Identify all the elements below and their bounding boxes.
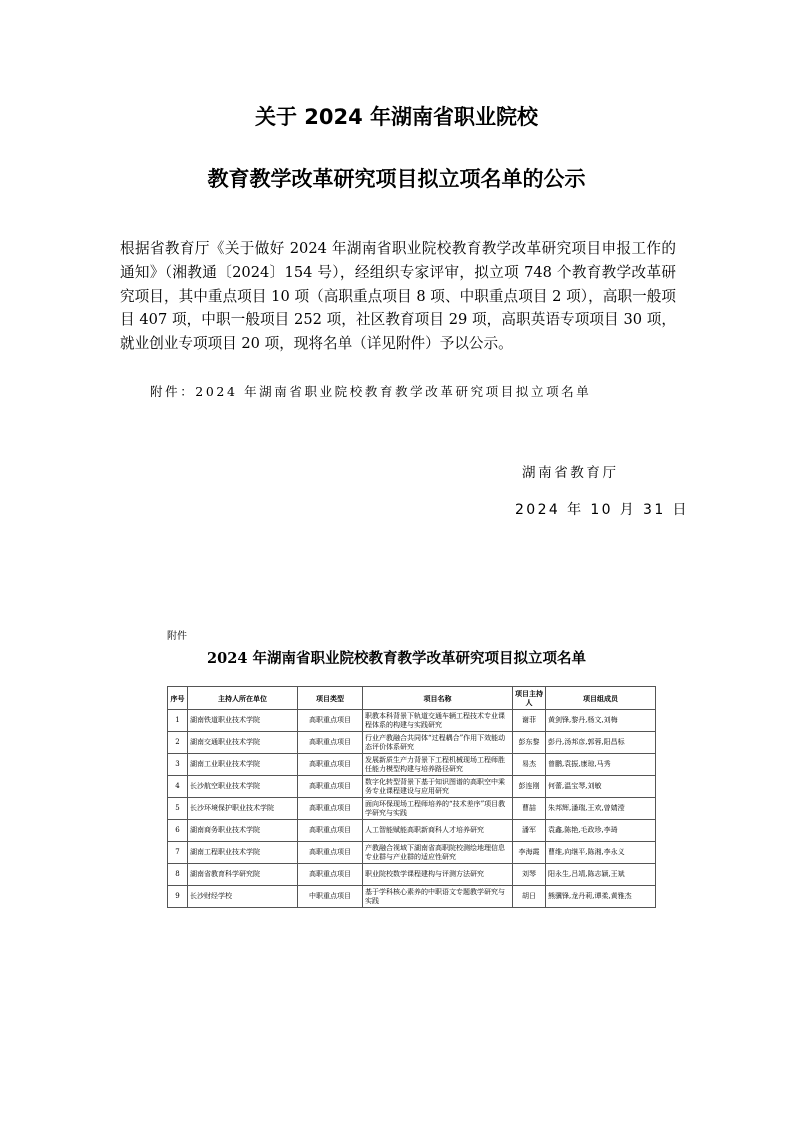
cell-no: 5 xyxy=(168,798,188,820)
cell-type: 高职重点项目 xyxy=(298,820,363,842)
project-table xyxy=(167,686,656,908)
cell-name: 面向环保现场工程师培养的“技术差序”项目教学研究与实践 xyxy=(363,798,513,820)
table-row xyxy=(168,842,656,864)
cell-host: 胡日 xyxy=(513,886,546,908)
cell-host: 潘军 xyxy=(513,820,546,842)
col-header-members: 项目组成员 xyxy=(546,687,656,710)
cell-unit: 湖南商务职业技术学院 xyxy=(188,820,298,842)
cell-host: 彭连刚 xyxy=(513,776,546,798)
cell-type: 高职重点项目 xyxy=(298,776,363,798)
cell-name: 发展新质生产力背景下工程机械现场工程师胜任能力模型构建与培养路径研究 xyxy=(363,754,513,776)
col-header-no: 序号 xyxy=(168,687,188,710)
cell-unit: 湖南工程职业技术学院 xyxy=(188,842,298,864)
cell-type: 高职重点项目 xyxy=(298,798,363,820)
cell-type: 高职重点项目 xyxy=(298,732,363,754)
table-row xyxy=(168,798,656,820)
cell-unit: 长沙财经学校 xyxy=(188,886,298,908)
cell-members: 熊骥锋,龙丹莉,谭柔,黄雅杰 xyxy=(546,886,656,908)
cell-unit: 湖南铁道职业技术学院 xyxy=(188,710,298,732)
issuer: 湖南省教育厅 xyxy=(522,465,619,481)
cell-members: 何蕾,温宝琴,刘敏 xyxy=(546,776,656,798)
cell-members: 朱邦辉,潘瑞,王欢,曾婧滢 xyxy=(546,798,656,820)
cell-host: 刘琴 xyxy=(513,864,546,886)
cell-unit: 湖南工业职业技术学院 xyxy=(188,754,298,776)
cell-name: 产教融合视域下湖南省高职院校测绘地理信息专业群与产业群的适应性研究 xyxy=(363,842,513,864)
cell-no: 2 xyxy=(168,732,188,754)
cell-members: 曹维,向继平,陈湘,李永义 xyxy=(546,842,656,864)
table-row xyxy=(168,864,656,886)
table-row xyxy=(168,776,656,798)
notice-body: 根据省教育厅《关于做好 2024 年湖南省职业院校教育教学改革研究项目申报工作的通知》（湘教通〔2024〕154 号），经组织专家评审，拟立项 748 个教育教学改革研究项目，其中重点项目 10 项（高职重点项目 8 项、中职重点项目 2 项），高职一般项目 407 项，中职一般项目 252 项，社区教育项目 29 项，高职英语专项项目 30 项，就业创业专项项目 20 项，现将名单（详见附件）予以公示。 xyxy=(120,240,676,353)
cell-host: 谢菲 xyxy=(513,710,546,732)
cell-host: 易杰 xyxy=(513,754,546,776)
cell-no: 1 xyxy=(168,710,188,732)
cell-unit: 湖南交通职业技术学院 xyxy=(188,732,298,754)
cell-unit: 长沙航空职业技术学院 xyxy=(188,776,298,798)
col-header-type: 项目类型 xyxy=(298,687,363,710)
issue-date: 2024 年 10 月 31 日 xyxy=(515,502,689,518)
cell-name: 数字化转型背景下基于知识图谱的高职空中乘务专业课程建设与应用研究 xyxy=(363,776,513,798)
cell-name: 行业产教融合共同体“过程耦合”作用下效能动态评价体系研究 xyxy=(363,732,513,754)
cell-members: 曾鹏,袁振,康琼,马秀 xyxy=(546,754,656,776)
notice-title-line-2: 教育教学改革研究项目拟立项名单的公示 xyxy=(207,167,586,191)
cell-no: 9 xyxy=(168,886,188,908)
table-row xyxy=(168,710,656,732)
annex-title: 2024 年湖南省职业院校教育教学改革研究项目拟立项名单 xyxy=(207,650,586,667)
cell-type: 高职重点项目 xyxy=(298,864,363,886)
cell-name: 职教本科背景下轨道交通车辆工程技术专业课程体系的构建与实践研究 xyxy=(363,710,513,732)
cell-members: 黄剑锋,黎丹,杨文,刘梅 xyxy=(546,710,656,732)
cell-members: 袁鑫,陈艳,毛政珍,李琦 xyxy=(546,820,656,842)
cell-members: 彭丹,汤邦彦,郭蓉,阳昌标 xyxy=(546,732,656,754)
cell-no: 8 xyxy=(168,864,188,886)
col-header-host: 项目主持人 xyxy=(513,687,546,710)
notice-title-line-1: 关于 2024 年湖南省职业院校 xyxy=(254,105,539,129)
table-row xyxy=(168,820,656,842)
cell-unit: 长沙环境保护职业技术学院 xyxy=(188,798,298,820)
table-row xyxy=(168,732,656,754)
cell-host: 李海霞 xyxy=(513,842,546,864)
table-header-row xyxy=(168,687,656,710)
cell-no: 6 xyxy=(168,820,188,842)
cell-no: 4 xyxy=(168,776,188,798)
cell-host: 彭东黎 xyxy=(513,732,546,754)
annex-label: 附件 xyxy=(167,631,187,642)
cell-name: 人工智能赋能高职新商科人才培养研究 xyxy=(363,820,513,842)
cell-type: 高职重点项目 xyxy=(298,754,363,776)
table-row xyxy=(168,886,656,908)
cell-type: 中职重点项目 xyxy=(298,886,363,908)
cell-no: 7 xyxy=(168,842,188,864)
cell-type: 高职重点项目 xyxy=(298,842,363,864)
cell-no: 3 xyxy=(168,754,188,776)
cell-members: 阳永生,吕靖,陈志颖,王斌 xyxy=(546,864,656,886)
cell-type: 高职重点项目 xyxy=(298,710,363,732)
cell-name: 职业院校数学课程建构与评测方法研究 xyxy=(363,864,513,886)
col-header-name: 项目名称 xyxy=(363,687,513,710)
cell-host: 曹喆 xyxy=(513,798,546,820)
cell-unit: 湖南省教育科学研究院 xyxy=(188,864,298,886)
col-header-unit: 主持人所在单位 xyxy=(188,687,298,710)
attachment-reference: 附件：2024 年湖南省职业院校教育教学改革研究项目拟立项名单 xyxy=(150,384,592,399)
table-row xyxy=(168,754,656,776)
cell-name: 基于学科核心素养的中职语文专题教学研究与实践 xyxy=(363,886,513,908)
